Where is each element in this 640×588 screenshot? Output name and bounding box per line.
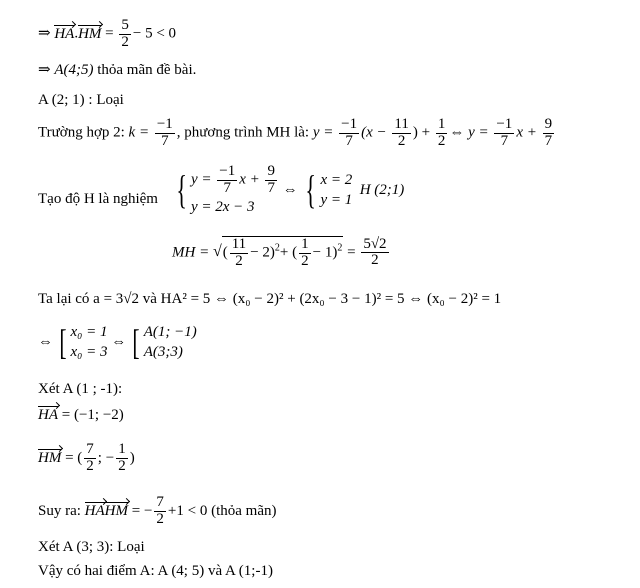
line-a3-rejected: Xét A (3; 3): Loại [38, 539, 145, 555]
y-equals: y = [312, 124, 334, 141]
line-consider-a1: Xét A (1 ; -1): [38, 381, 123, 397]
equals-sign: = [105, 25, 114, 42]
fraction-one-half: $\frac{1}{2}$ [437, 116, 446, 149]
square-root: √( $\frac{11}{2}$ − 2)$^2$+ ( $\frac{1}{2}$ − 1)$^2$ [212, 236, 343, 269]
system-of-equations [172, 164, 404, 217]
solution-rows [320, 170, 352, 211]
point-rows [144, 322, 197, 363]
vector-ha-value: = (−1; −2) [58, 407, 124, 423]
fraction-nine-sevenths: $\frac{9}{7}$ [544, 116, 553, 149]
fraction-seven-halves: $\frac{7}{2}$ [156, 494, 164, 527]
line-ha-condition: Ta lại có a = 3√2 và HA² = 5 ⇔ (x₀ − 2)² + (2x₀ − 3 − 1)² = 5 ⇔ (x₀ − 2)² = 1 [38, 291, 502, 307]
implies-symbol: ⇒ [38, 62, 51, 78]
line-case-2 [38, 117, 556, 150]
left-brace-2: { [305, 167, 317, 213]
vector-hm: HM [78, 25, 102, 42]
left-brace: { [176, 167, 187, 213]
conclusion-rest: +1 < 0 (thỏa mãn) [167, 502, 277, 519]
solution-x: x = 2 [320, 172, 353, 189]
dot-operator: . [74, 25, 79, 42]
vector-ha: HA [54, 25, 75, 42]
implies-symbol: ⇒ [38, 25, 51, 42]
term-x-minus: (x − [361, 124, 387, 141]
fraction-slope: $\frac{-1}{7}$ [341, 116, 358, 149]
left-bracket-2: [ [132, 322, 140, 363]
point-h: H (2;1) [359, 181, 405, 198]
fraction-seven-halves: $\frac{7}{2}$ [86, 441, 94, 474]
fraction-result: $\frac{5√2}{2}$ [363, 235, 387, 269]
x0-equals-3: x₀ = 3 [70, 344, 108, 361]
therefore-label: Suy ra: [38, 502, 85, 519]
equiv-y-equals: ⇔ y = [449, 124, 489, 141]
term-close-plus: ) + [412, 124, 431, 141]
line-vector-ha [38, 408, 124, 423]
inequality-rest: − 5 < 0 [132, 25, 177, 42]
vector-hm: HM [104, 502, 128, 519]
vector-ha: HA [38, 407, 58, 423]
line-mh-length [172, 236, 391, 270]
mh-equation-label: , phương trình MH là: [176, 124, 313, 141]
x0-rows [71, 322, 108, 363]
radical-sign: √ [212, 243, 222, 261]
line-conclusion-dot: Suy ra: HAHM = − $\frac{7}{2}$ +1 < 0 (thỏa mãn) [38, 494, 277, 527]
vector-hm: HM [38, 449, 62, 466]
system-rows [191, 164, 279, 217]
equivalence-symbol-2: ⇔ [111, 333, 127, 350]
fraction-k: $\frac{-1}{7}$ [156, 116, 173, 149]
line-h-system [38, 178, 158, 207]
left-bracket: [ [59, 322, 67, 363]
case-label: Trường hợp 2: [38, 124, 129, 141]
fraction-eleven-halves: $\frac{11}{2}$ [394, 116, 409, 149]
line-final-answer: Vậy có hai điểm A: A (4; 5) và A (1;-1) [38, 563, 273, 579]
h-coordinate-label: Tạo độ H là nghiệm [38, 191, 158, 207]
fraction-five-halves: $\frac{5}{2}$ [121, 17, 129, 50]
line-a-satisfies [38, 63, 196, 78]
line-vector-hm: HM = ( $\frac{7}{2}$ ; − $\frac{1}{2}$ ) [38, 441, 135, 474]
line-a-2-1-rejected: A (2; 1) : Loại [38, 92, 124, 108]
system-row-1: y = $\frac{-1}{7}$ x + $\frac{9}{7}$ [190, 163, 275, 196]
system-row-2: y = 2x − 3 [190, 198, 255, 215]
fraction-one-half: $\frac{1}{2}$ [118, 441, 126, 474]
point-a-3-3: A(3;3) [143, 344, 183, 361]
equals-sign: = [347, 244, 356, 261]
satisfies-text: thỏa mãn đề bài. [93, 62, 197, 78]
solution-y: y = 1 [320, 192, 353, 209]
fraction-slope-2: $\frac{-1}{7}$ [496, 116, 513, 149]
equivalence-symbol: ⇔ [282, 181, 298, 198]
line-dot-product-check [38, 18, 176, 51]
slope-k: k = [128, 124, 150, 141]
equivalence-symbol: ⇔ [38, 333, 53, 350]
point-a-1-minus1: A(1; −1) [143, 324, 197, 340]
point-a-4-5: A(4;5) [54, 62, 94, 78]
vector-ha: HA [84, 502, 105, 519]
line-x0-cases [38, 322, 197, 363]
term-x-plus: x + [516, 124, 537, 141]
mh-lhs: MH = [172, 244, 210, 261]
x0-equals-1: x₀ = 1 [70, 324, 108, 340]
